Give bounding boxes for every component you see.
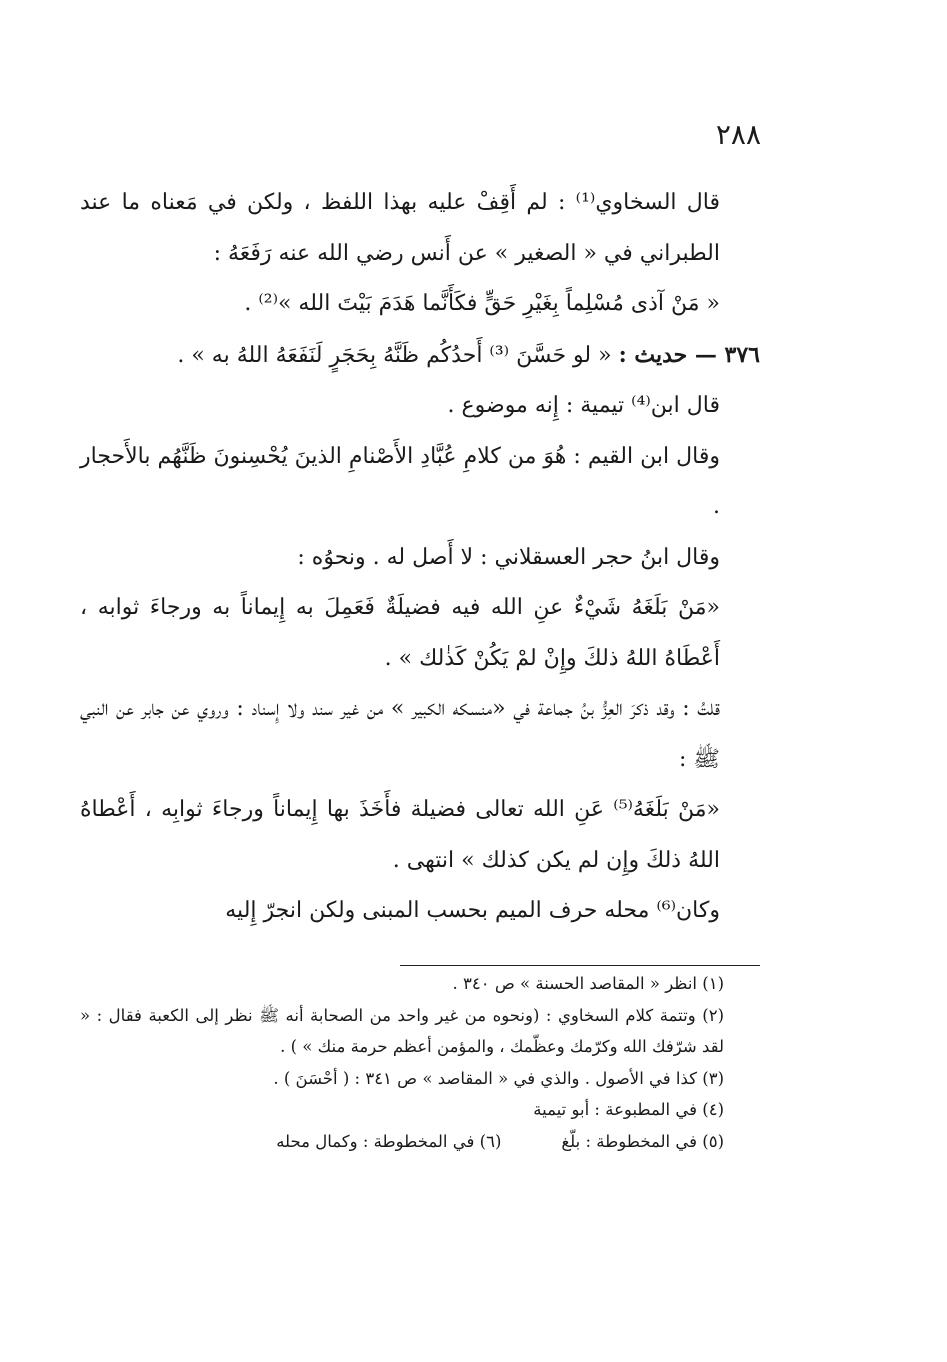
paragraph-ibn-qayyim: وقال ابن القيم : هُوَ من كلامِ عُبَّادِ الأَصْنامِ الذينَ يُحْسِنونَ ظَنَّهُم بالأَحجار . — [80, 443, 720, 519]
footnotes — [80, 968, 760, 1157]
footnote-2: (٢) وتتمة كلام السخاوي : (ونحوه من غير واحد من الصحابة أنه ﷺ نظر إلى الكعبة فقال : « لقد شرّفك الله وكرّمك وعظّمك ، والمؤمن أعظم حرمة منك » ) . — [80, 1005, 724, 1056]
paragraph-closing: وكان⁽⁶⁾ محله حرف الميم بحسب المبنى ولكن انجرّ إِليه — [225, 898, 720, 923]
paragraph-sakhawi: قال السخاوي⁽¹⁾ : لم أَقِفْ عليه بهذا اللفظ ، ولكن في مَعناه ما عند الطبراني في « الصغير » عن أَنس رضي الله عنه رَفَعَهُ : — [80, 190, 721, 266]
main-text — [80, 178, 760, 937]
footnote-divider — [400, 965, 760, 966]
paragraph-ibn-hajar: وقال ابنُ حجر العسقلاني : لا أَصل له . ونحوُه : — [297, 544, 720, 570]
footnote-6: (٦) في المخطوطة : وكمال محله — [276, 1131, 502, 1151]
hadith-entry-376 — [80, 330, 760, 382]
paragraph-qultu: قلتُ : وقد ذكرَ العِزُّ بنُ جماعة في «منسكه الكبير » من غير سند ولا إِسناد : وروي عن جابر عن النبي ﷺ : — [80, 696, 720, 772]
footnote-4: (٤) في المطبوعة : أبو تيمية — [533, 1100, 724, 1119]
hadith-number: ٣٧٦ — حديث : — [618, 341, 760, 368]
paragraph-hadith-quote-1: « مَنْ آذى مُسْلِماً بِغَيْرِ حَقٍّ فكَأَنَّما هَدَمَ بَيْتَ الله »⁽²⁾ . — [244, 291, 720, 316]
page-number: ٢٨٨ — [715, 118, 761, 151]
paragraph-ibn-taymiyya: قال ابن⁽⁴⁾ تيمية : إِنه موضوع . — [447, 393, 720, 418]
paragraph-hadith-quote-2: «مَنْ بَلَغَهُ شَيْءٌ عنِ الله فيه فضيلَةٌ فَعَمِلَ به إِيماناً به ورجاءَ ثوابه ، أَعْطَاهُ اللهُ ذلكَ وإِنْ لمْ يَكُنْ كَذٰلك » . — [80, 595, 720, 671]
footnote-5: (٥) في المخطوطة : بلّغ — [561, 1131, 724, 1151]
footnote-3: (٣) كذا في الأصول . والذي في « المقاصد » ص ٣٤١ : ( أحْسَنَ ) . — [273, 1068, 724, 1088]
paragraph-hadith-quote-3: «مَنْ بَلَغَهُ⁽⁵⁾ عَنِ الله تعالى فضيلة فأَخَذَ بها إِيماناً ورجاءَ ثوابِه ، أَعْطاهُ اللهُ ذلكَ وإِن لم يكن كذلك » انتهى . — [80, 797, 721, 873]
hadith-text: « لو حَسَّنَ ⁽³⁾ أَحدُكُم ظَنَّهُ بِحَجَرٍ لَنَفَعَهُ اللهُ به » . — [177, 342, 612, 368]
footnote-row-5-6 — [80, 1126, 760, 1158]
footnote-1: (١) انظر « المقاصد الحسنة » ص ٣٤٠ . — [452, 974, 724, 993]
